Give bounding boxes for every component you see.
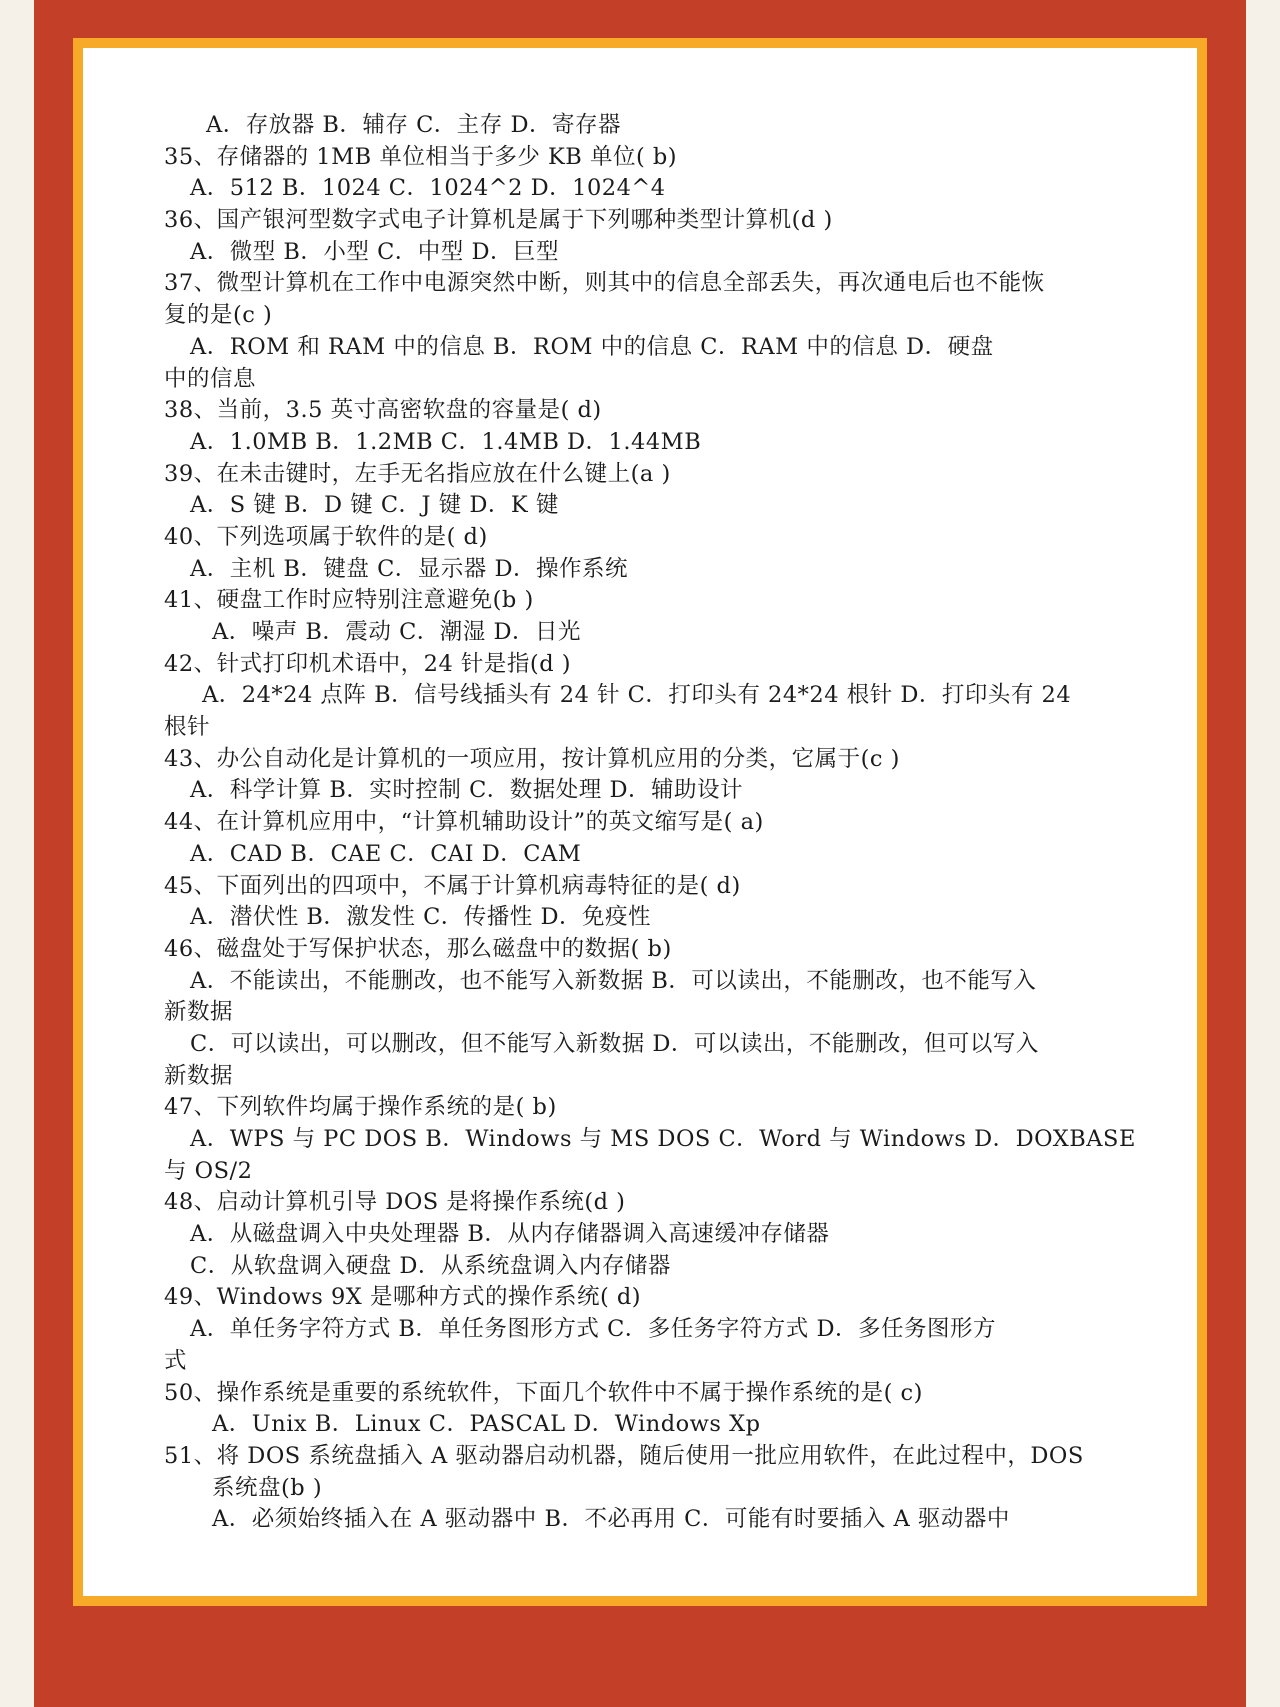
text-line: 50、操作系统是重要的系统软件，下面几个软件中不属于操作系统的是( c) xyxy=(164,1379,923,1406)
text-line: 45、下面列出的四项中，不属于计算机病毒特征的是( d) xyxy=(164,872,741,899)
text-line: 38、当前，3.5 英寸高密软盘的容量是( d) xyxy=(164,397,602,424)
text-line: A．单任务字符方式 B．单任务图形方式 C．多任务字符方式 D．多任务图形方 xyxy=(190,1316,996,1343)
text-line: 新数据 xyxy=(164,999,234,1026)
text-line: C．从软盘调入硬盘 D．从系统盘调入内存储器 xyxy=(190,1252,671,1279)
text-line: 根针 xyxy=(164,714,211,741)
text-line: A．不能读出，不能删改，也不能写入新数据 B．可以读出，不能删改，也不能写入 xyxy=(190,967,1037,994)
text-line: 47、下列软件均属于操作系统的是( b) xyxy=(164,1094,557,1121)
text-line: A．CAD B．CAE C．CAI D．CAM xyxy=(190,840,582,867)
text-line: A．1.0MB B．1.2MB C．1.4MB D．1.44MB xyxy=(190,428,702,455)
text-line: 中的信息 xyxy=(164,365,257,392)
text-line: 48、启动计算机引导 DOS 是将操作系统(d ) xyxy=(164,1189,626,1216)
text-line: A．必须始终插入在 A 驱动器中 B．不必再用 C．可能有时要插入 A 驱动器中 xyxy=(212,1506,1010,1533)
text-line: 新数据 xyxy=(164,1062,234,1089)
text-line: 式 xyxy=(164,1347,188,1374)
text-line: A．24*24 点阵 B．信号线插头有 24 针 C．打印头有 24*24 根针 D．打印头有 24 xyxy=(202,682,1072,709)
text-line: A．主机 B．键盘 C．显示器 D．操作系统 xyxy=(190,555,628,582)
text-line: A．512 B．1024 C．1024^2 D．1024^4 xyxy=(190,175,666,202)
text-line: A．Unix B．Linux C．PASCAL D．Windows Xp xyxy=(212,1411,761,1438)
text-line: 43、办公自动化是计算机的一项应用，按计算机应用的分类，它属于(c ) xyxy=(164,745,900,772)
text-line: 35、存储器的 1MB 单位相当于多少 KB 单位( b) xyxy=(164,143,678,170)
text-line: A．科学计算 B．实时控制 C．数据处理 D．辅助设计 xyxy=(190,777,743,804)
text-line: 系统盘(b ) xyxy=(212,1474,323,1501)
text-line: A．噪声 B．震动 C．潮湿 D．日光 xyxy=(212,619,581,645)
text-line: 44、在计算机应用中，“计算机辅助设计”的英文缩写是( a) xyxy=(164,809,764,836)
text-line: 41、硬盘工作时应特别注意避免(b ) xyxy=(164,587,534,614)
text-line: 46、磁盘处于写保护状态，那么磁盘中的数据( b) xyxy=(164,935,672,962)
text-line: 37、微型计算机在工作中电源突然中断，则其中的信息全部丢失，再次通电后也不能恢 xyxy=(164,270,1045,297)
text-line: A．ROM 和 RAM 中的信息 B．ROM 中的信息 C．RAM 中的信息 D．硬盘 xyxy=(190,333,994,360)
text-line: A．微型 B．小型 C．中型 D．巨型 xyxy=(190,238,559,265)
text-line: 复的是(c ) xyxy=(164,302,273,329)
question-list xyxy=(164,110,1154,1536)
text-line: A．S 键 B．D 键 C．J 键 D．K 键 xyxy=(190,492,559,519)
text-line: A．从磁盘调入中央处理器 B．从内存储器调入高速缓冲存储器 xyxy=(190,1221,830,1248)
text-line: 39、在未击键时，左手无名指应放在什么键上(a ) xyxy=(164,460,671,487)
text-line: 与 OS/2 xyxy=(164,1157,253,1184)
text-line: C．可以读出，可以删改，但不能写入新数据 D．可以读出，不能删改，但可以写入 xyxy=(190,1030,1039,1057)
text-line: A．存放器 B．辅存 C．主存 D．寄存器 xyxy=(206,112,621,138)
text-line: 36、国产银河型数字式电子计算机是属于下列哪种类型计算机(d ) xyxy=(164,207,833,234)
text-line: 42、针式打印机术语中，24 针是指(d ) xyxy=(164,650,572,677)
text-line: A．WPS 与 PC DOS B．Windows 与 MS DOS C．Word 与 Windows D．DOXBASE xyxy=(190,1126,1136,1152)
text-line: A．潜伏性 B．激发性 C．传播性 D．免疫性 xyxy=(190,904,651,931)
text-line: 49、Windows 9X 是哪种方式的操作系统( d) xyxy=(164,1284,642,1311)
text-line: 40、下列选项属于软件的是( d) xyxy=(164,523,488,550)
text-line: 51、将 DOS 系统盘插入 A 驱动器启动机器，随后使用一批应用软件，在此过程中，DOS xyxy=(164,1442,1084,1469)
